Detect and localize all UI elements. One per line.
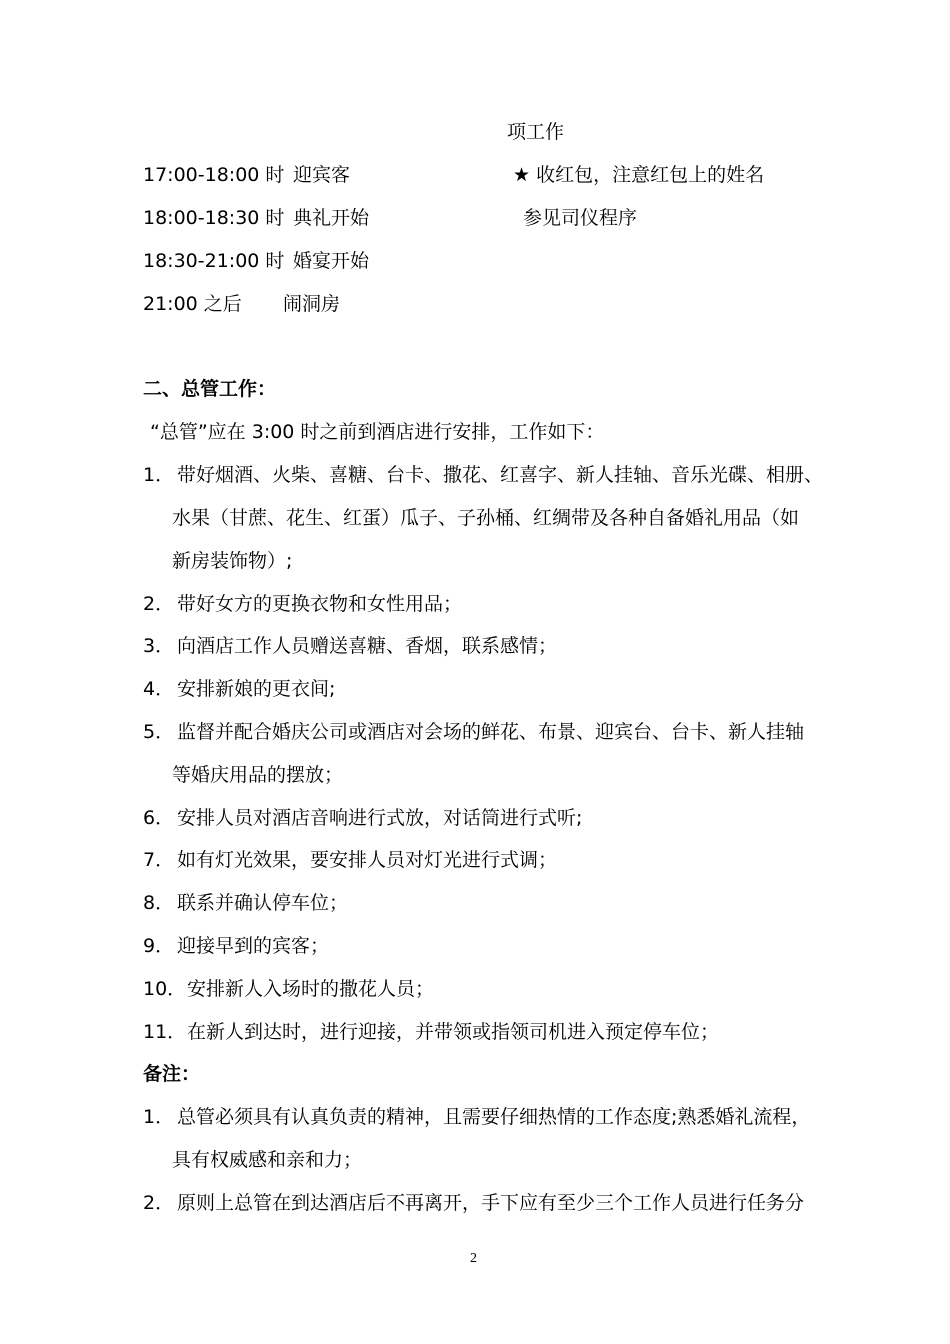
list-item-number: 1． <box>143 1106 175 1128</box>
list-item-number: 6． <box>143 807 175 829</box>
list-item-number: 10． <box>143 978 187 1000</box>
list-item-text: 在新人到达时，进行迎接，并带领或指领司机进入预定停车位； <box>187 1021 720 1043</box>
list-item-number: 3． <box>143 635 175 657</box>
remarks-heading: 备注： <box>143 1063 201 1085</box>
schedule-event: 婚宴开始 <box>293 250 370 272</box>
section-heading: 二、总管工作： <box>143 378 277 400</box>
list-item-text: 迎接早到的宾客； <box>177 935 330 957</box>
schedule-time: 18:30-21:00 时 <box>143 250 285 272</box>
list-item-number: 9． <box>143 935 175 957</box>
list-item-number: 5． <box>143 721 175 743</box>
continuation-text: 项工作 <box>507 121 565 143</box>
list-item-text: 新房装饰物）; <box>172 550 293 572</box>
page-number: 2 <box>470 1251 477 1266</box>
list-item-text: 安排人员对酒店音响进行式放，对话筒进行式听; <box>177 807 583 829</box>
list-item-number: 2． <box>143 1192 175 1214</box>
list-item-text: 向酒店工作人员赠送喜糖、香烟，联系感情； <box>177 635 558 657</box>
list-item-text: 监督并配合婚庆公司或酒店对会场的鲜花、布景、迎宾台、台卡、新人挂轴 <box>177 721 805 743</box>
schedule-event: 迎宾客 <box>293 164 351 186</box>
list-item-text: 水果（甘蔗、花生、红蛋）瓜子、子孙桶、红绸带及各种自备婚礼用品（如 <box>172 507 800 529</box>
list-item-text: 带好烟酒、火柴、喜糖、台卡、撒花、红喜字、新人挂轴、音乐光碟、相册、 <box>177 464 824 486</box>
list-item-number: 2． <box>143 593 175 615</box>
schedule-time: 21:00 之后 <box>143 293 242 315</box>
list-item-number: 1． <box>143 464 175 486</box>
schedule-time: 17:00-18:00 时 <box>143 164 285 186</box>
list-item-number: 4． <box>143 678 175 700</box>
list-item-text: 带好女方的更换衣物和女性用品； <box>177 593 463 615</box>
list-item-text: 等婚庆用品的摆放； <box>172 764 344 786</box>
schedule-time: 18:00-18:30 时 <box>143 207 285 229</box>
list-item-text: 联系并确认停车位； <box>177 892 349 914</box>
list-item-text: 安排新人入场时的撒花人员； <box>187 978 435 1000</box>
list-item-text: 总管必须具有认真负责的精神，且需要仔细热情的工作态度;熟悉婚礼流程， <box>177 1106 811 1128</box>
list-item-text: 如有灯光效果，要安排人员对灯光进行式调； <box>177 849 558 871</box>
list-item-text: 原则上总管在到达酒店后不再离开，手下应有至少三个工作人员进行任务分 <box>177 1192 805 1214</box>
schedule-note: ★ 收红包，注意红包上的姓名 <box>513 164 765 186</box>
section-intro: “总管”应在 3:00 时之前到酒店进行安排，工作如下： <box>150 421 605 443</box>
list-item-number: 7． <box>143 849 175 871</box>
list-item-number: 11． <box>143 1021 187 1043</box>
list-item-text: 安排新娘的更衣间; <box>177 678 336 700</box>
list-item-number: 8． <box>143 892 175 914</box>
schedule-note: 参见司仪程序 <box>523 207 638 229</box>
schedule-event: 典礼开始 <box>293 207 370 229</box>
list-item-text: 具有权威感和亲和力； <box>172 1149 363 1171</box>
schedule-event: 闹洞房 <box>283 293 341 315</box>
